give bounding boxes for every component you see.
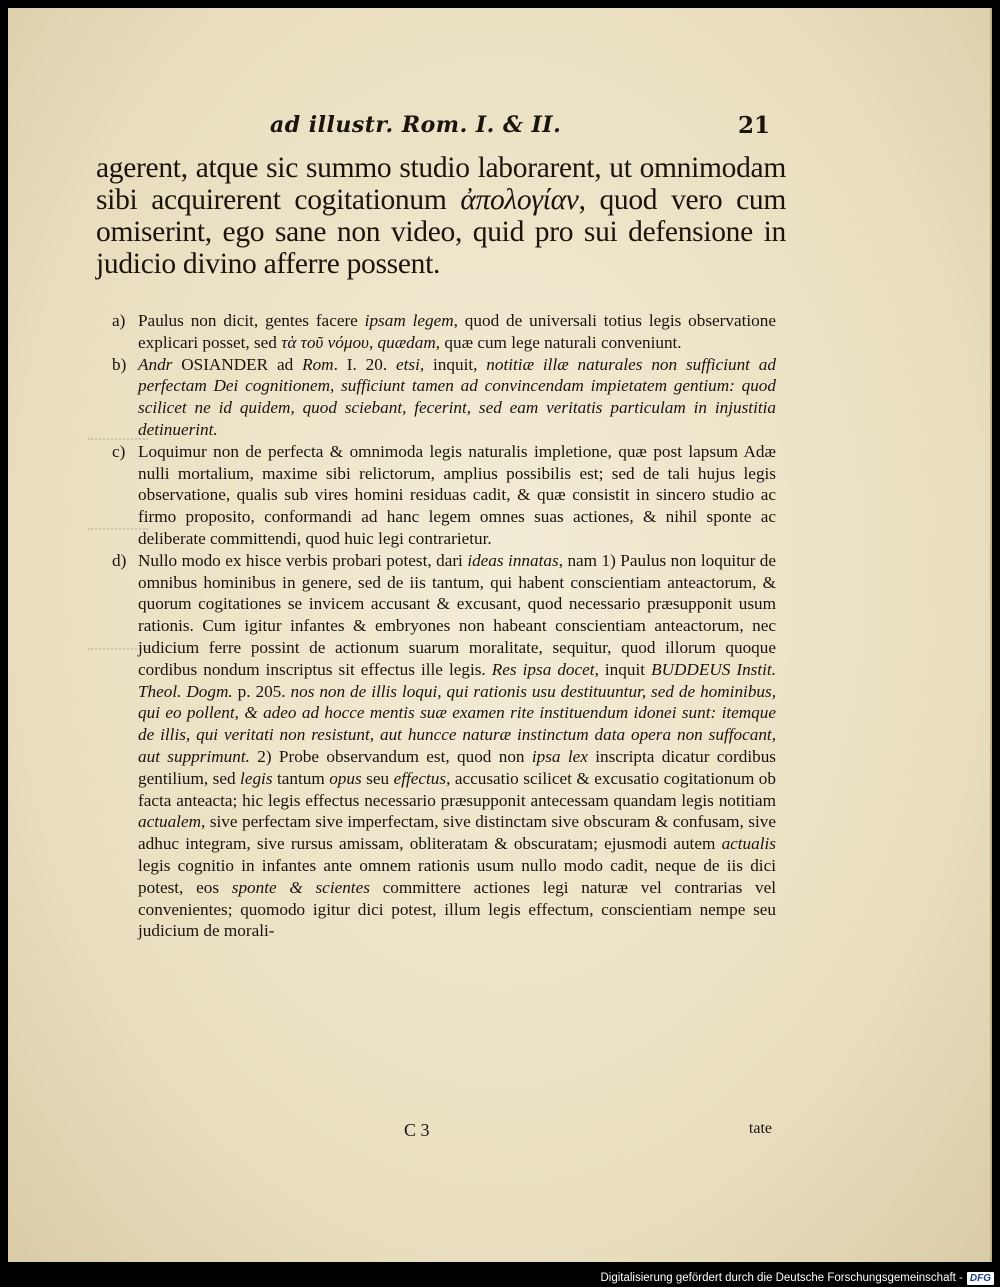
main-text-before: agerent, atque sic summo studio laborarent, ut omnimodam sibi acquirerent cogitationum xyxy=(96,152,786,216)
footnote xyxy=(112,441,776,550)
footnote-text: , sive perfectam sive imperfectam, sive distinctam sive obscuram & confusam, sive adhuc integram, sive rursus amissam, obliteratam & obscuratam; ejusmodi autem xyxy=(138,812,776,854)
footnote-text: . I. 20. xyxy=(333,354,396,374)
footnote-text: , nam 1) Paulus non loquitur de omnibus hominibus in genere, sed de iis tantum, qui habent conscientiam anteactorum, & quorum cogitationes se invicem accusant & excusant, quod necessario præsupponit usum rationis. Cum igitur infantes & embryones non habeant conscientiam anteactorum, nec judicium ferre possint de actionum suarum moralitate, sequitur, quod illorum quoque cordibus nondum inscriptus sit effectus ille legis. xyxy=(138,550,776,679)
footnote-text: notitiæ illæ naturales non sufficiunt ad perfectam Dei cognitionem, sufficiunt tamen ad convincendam impietatem gentium: quod scilicet ne id quidem, quod sciebant, fecerint, sed eam veritatis particulam in injustitia detinuerint. xyxy=(138,354,776,439)
footnote-text: , quod de universali totius legis observatione explicari posset, sed xyxy=(138,311,776,352)
footnote-text: Paulus non dicit, gentes facere xyxy=(138,311,365,330)
footnote-text: 2) Probe observandum est, quod non xyxy=(249,746,532,766)
page-number: 21 xyxy=(737,112,770,139)
footnote-text: , inquit, xyxy=(419,354,487,374)
footnote xyxy=(112,310,776,354)
catchword: tate xyxy=(748,1120,772,1137)
footnote-text: sponte & scientes xyxy=(231,877,370,897)
footnote xyxy=(112,550,776,942)
footnote-text: ipsa lex xyxy=(531,746,588,766)
footnote-text: Andr xyxy=(138,354,173,374)
page-footer xyxy=(112,1120,776,1144)
footnote-text: actualem xyxy=(138,812,202,832)
running-head-italic: ad illustr. xyxy=(270,112,394,138)
footnote-text: , quæ cum lege naturali conveniunt. xyxy=(435,332,682,352)
footnote-text: opus xyxy=(329,768,362,788)
footnote-text: Nullo modo ex hisce verbis probari potest, dari xyxy=(138,550,468,570)
footnote xyxy=(112,354,776,441)
footnote-text: , xyxy=(368,332,378,352)
printer-signature: C 3 xyxy=(404,1120,430,1140)
funding-credit-bar xyxy=(600,1270,1000,1287)
footnote-text: τὰ τοῦ νόμου xyxy=(281,332,369,352)
footnote-text: inscripta dicatur cordibus gentilium, sed xyxy=(138,746,776,788)
main-text-after: , quod vero cum omiserint, ego sane non video, quid pro sui defensione in judicio divino afferre possent. xyxy=(96,184,786,280)
footnote-text: actualis xyxy=(721,834,776,854)
footnote-text: , accusatio scilicet & excusatio cogitationum ob facta anteacta; hic legis effectus necessario præsupponit antecessam quandam legis notitiam xyxy=(138,768,776,810)
page-header xyxy=(270,112,770,142)
footnote-marker: b) xyxy=(112,354,127,374)
footnote-marker: c) xyxy=(112,441,126,461)
running-head xyxy=(270,112,561,138)
footnote-text: ideas innatas xyxy=(467,550,559,570)
footnote-text: OSIANDER ad xyxy=(172,354,303,374)
footnote-text: Loquimur non de perfecta & omnimoda legis naturalis impletione, quæ post lapsum Adæ nulli mortalium, maxime sibi relictorum, amplius possibilis est; sed de tali hujus legis observatione, qualis sub vires homini residuas cadit, & quæ consistit in sincero studio ac firmo proposito, conformandi ad hanc legem omnes suas actiones, & nihil sponte ac deliberate committendi, quod huic legi contrarietur. xyxy=(138,441,776,548)
footnote-text: tantum xyxy=(272,768,330,788)
dfg-logo[interactable]: DFG xyxy=(967,1272,994,1285)
footnote-text: legis cognitio in infantes ante omnem rationis usum nullo modo cadit, neque de iis dici potest, eos xyxy=(138,855,776,897)
footnote-text: effectus xyxy=(393,768,447,788)
footnote-marker: d) xyxy=(112,550,127,570)
running-head-rest: Rom. I. & II. xyxy=(401,112,562,138)
footnote-text: committere actiones legi naturæ vel contrarias vel convenientes; quomodo igitur dici potest, illum legis effectum, conscientiam nempe seu judicium de morali- xyxy=(138,877,777,941)
footnote-text: BUDDEUS Instit. Theol. Dogm. xyxy=(138,659,776,701)
footnote-text: Rom xyxy=(302,354,334,374)
footnote-text: seu xyxy=(361,768,394,788)
funding-credit-text: Digitalisierung gefördert durch die Deutsche Forschungsgemeinschaft - xyxy=(600,1272,963,1284)
book-page xyxy=(8,8,992,1262)
footnotes xyxy=(112,310,776,942)
footnote-text: ipsam legem xyxy=(364,311,454,330)
footnote-text: nos non de illis loqui, qui rationis usu destituuntur, sed de hominibus, qui eo pollent, & adeo ad hocce mentis suæ examen rite instituendum idonei sunt: itemque de illis, qui veritati non resistunt, aut huncce naturæ instinctum data opera non suffocant, aut supprimunt. xyxy=(138,681,776,766)
greek-word: ἀπολογίαν xyxy=(460,184,579,216)
footnote-text: , inquit xyxy=(594,659,652,679)
footnote-text: p. 205. xyxy=(232,681,291,701)
footnote-text: Res ipsa docet xyxy=(491,659,595,679)
footnote-text: etsi xyxy=(395,354,420,374)
main-paragraph xyxy=(96,152,786,280)
footnote-text: legis xyxy=(240,768,273,788)
footnote-text: quædam xyxy=(377,332,436,352)
footnote-marker: a) xyxy=(112,311,126,330)
